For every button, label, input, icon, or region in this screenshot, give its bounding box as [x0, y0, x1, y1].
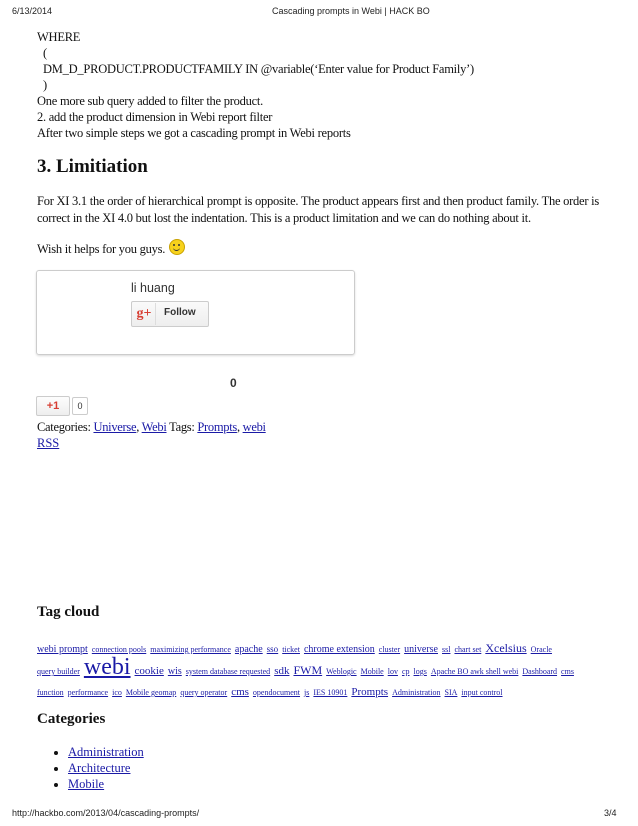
follow-button[interactable] [131, 301, 209, 327]
tag-cloud-link[interactable]: query operator [180, 688, 228, 697]
tag-cloud-link[interactable]: ico [112, 688, 122, 697]
tag-cloud-link[interactable]: cms [231, 686, 249, 698]
tag-cloud-link[interactable]: query builder [37, 667, 80, 676]
print-title: Cascading prompts in Webi | HACK BO [272, 6, 430, 16]
plus-one-count: 0 [72, 397, 88, 415]
code-line: ) [43, 78, 47, 92]
tag-cloud-link[interactable]: Administration [392, 688, 441, 697]
tag-cloud-link[interactable]: Dashboard [522, 667, 558, 676]
tag-cloud-link[interactable]: sso [266, 644, 279, 654]
share-count: 0 [230, 376, 237, 390]
tag-cloud-link[interactable]: Prompts [351, 686, 389, 698]
tag-cloud-link[interactable]: system database requested [185, 667, 271, 676]
text-line: After two simple steps we got a cascading prompt in Webi reports [37, 126, 351, 140]
list-item [68, 776, 144, 792]
section-paragraph: For XI 3.1 the order of hierarchical prompt is opposite. The product appears first and then product family. The order is correct in the XI 4.0 but lost the indentation. This is a product limitation and we can do nothing about it. [37, 194, 599, 225]
post-meta: Categories: Universe, Webi Tags: Prompts, webi [37, 420, 266, 434]
tag-cloud-link[interactable]: wis [167, 666, 182, 677]
tag-link[interactable]: Prompts [197, 420, 237, 434]
category-link[interactable]: Administration [68, 745, 144, 759]
tag-cloud-link[interactable]: input control [461, 688, 503, 697]
tag-cloud-link[interactable]: ticket [282, 645, 300, 654]
tag-cloud-link[interactable]: Xcelsius [485, 641, 527, 655]
code-line: ( [43, 46, 47, 60]
tag-cloud-link[interactable]: Weblogic [326, 667, 357, 676]
badge-author-name[interactable]: li huang [131, 281, 175, 295]
categories-heading: Categories [37, 711, 106, 727]
print-url: http://hackbo.com/2013/04/cascading-prompts/ [12, 808, 200, 818]
tag-cloud-link[interactable]: cookie [134, 665, 164, 677]
tag-cloud-link[interactable]: sdk [274, 665, 290, 677]
text-line: One more sub query added to filter the product. [37, 94, 264, 108]
tag-cloud-link[interactable]: Mobile [360, 667, 384, 676]
code-line: WHERE [37, 30, 81, 44]
tag-cloud-link[interactable]: js [304, 688, 310, 697]
tag-cloud-link[interactable]: chart set [454, 645, 482, 654]
text-line: 2. add the product dimension in Webi report filter [37, 110, 273, 124]
google-plus-badge [36, 270, 355, 355]
page-number: 3/4 [604, 808, 617, 818]
categories-label: Categories: [37, 420, 91, 434]
tag-cloud-link[interactable]: chrome extension [303, 644, 375, 655]
tag-cloud-link[interactable]: webi [83, 654, 131, 680]
tag-cloud-link[interactable]: ssl [442, 645, 451, 654]
list-item [68, 744, 144, 760]
tag-cloud-link[interactable]: lov [387, 667, 398, 676]
tag-cloud-link[interactable]: apache [234, 644, 263, 655]
code-line: DM_D_PRODUCT.PRODUCTFAMILY IN @variable(‘Enter value for Product Family’) [43, 62, 474, 76]
category-link[interactable]: Webi [141, 420, 167, 434]
tag-cloud-link[interactable]: webi prompt [37, 644, 88, 655]
tags-label: Tags: [169, 420, 195, 434]
wish-line [37, 239, 607, 258]
tag-link[interactable]: webi [242, 420, 266, 434]
tag-cloud-link[interactable]: cms [561, 667, 574, 676]
tag-cloud-link[interactable]: maximizing performance [150, 645, 231, 654]
tag-cloud-link[interactable]: FWM [293, 663, 323, 677]
category-link[interactable]: Universe [93, 420, 137, 434]
section-heading: 3. Limitiation [37, 156, 148, 177]
tag-cloud-link[interactable]: Oracle [530, 645, 552, 654]
google-plus-icon: g+ [133, 303, 156, 325]
tag-cloud-row [37, 683, 607, 699]
tag-cloud-link[interactable]: universe [404, 644, 438, 655]
tag-cloud-link[interactable]: Mobile geomap [125, 688, 177, 697]
tag-cloud-link[interactable]: cp [401, 667, 410, 676]
tag-cloud-link[interactable]: IES 10901 [313, 688, 348, 697]
tag-cloud-heading: Tag cloud [37, 604, 100, 620]
tag-cloud-link[interactable]: logs [413, 667, 427, 676]
list-item [68, 760, 144, 776]
categories-list [48, 744, 144, 792]
category-link[interactable]: Mobile [68, 777, 105, 791]
wish-text: Wish it helps for you guys. [37, 242, 166, 256]
rss-link[interactable]: RSS [37, 436, 60, 450]
tag-cloud-link[interactable]: connection pools [91, 645, 147, 654]
follow-label: Follow [164, 307, 196, 318]
tag-cloud-link[interactable]: cluster [378, 645, 401, 654]
tag-cloud-link[interactable]: function [37, 688, 64, 697]
tag-cloud-link[interactable]: performance [67, 688, 109, 697]
smiley-emoticon-icon [169, 239, 185, 255]
tag-cloud-link[interactable]: SIA [444, 688, 458, 697]
print-date: 6/13/2014 [12, 6, 53, 16]
tag-cloud-row [37, 655, 607, 679]
tag-cloud-link[interactable]: Apache BO awk shell webi [430, 667, 519, 676]
plus-one-button[interactable]: +1 [36, 396, 70, 416]
tag-cloud-link[interactable]: opendocument [252, 688, 301, 697]
category-link[interactable]: Architecture [68, 761, 131, 775]
